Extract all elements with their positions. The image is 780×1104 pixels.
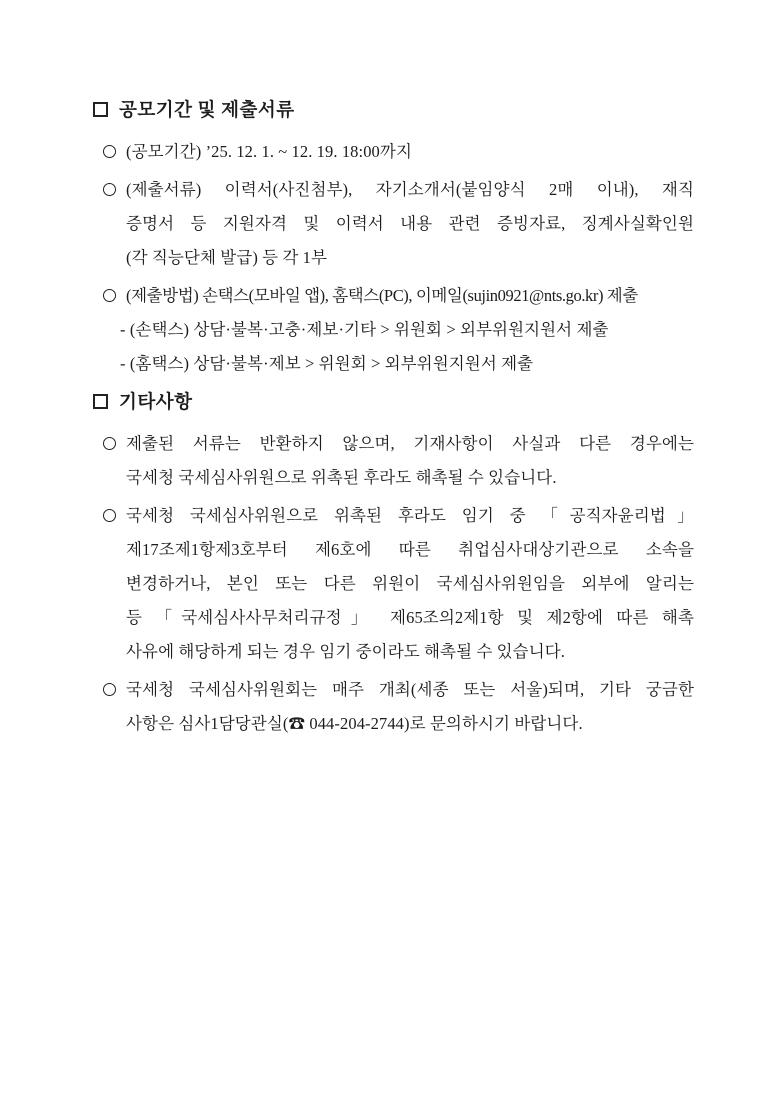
bullet-item-period	[93, 135, 694, 169]
circle-bullet-icon	[103, 183, 116, 196]
circle-bullet-icon	[103, 437, 116, 450]
text-line: 제17조제1항제3호부터 제6호에 따른 취업심사대상기관으로 소속을	[126, 540, 694, 559]
item-text	[120, 313, 694, 347]
section-heading	[93, 97, 694, 121]
bullet-item-method	[93, 279, 694, 313]
bullet-item-no-return	[93, 427, 694, 495]
circle-bullet-icon	[103, 289, 116, 302]
square-bullet-icon	[93, 394, 108, 409]
item-text	[126, 279, 694, 313]
item-text	[126, 427, 694, 495]
text-line: 국세청 국세심사위원으로 위촉된 후라도 해촉될 수 있습니다.	[126, 468, 557, 487]
text-line: 국세청 국세심사위원으로 위촉된 후라도 임기 중 「공직자윤리법」	[126, 506, 694, 525]
sub-item-sontax	[93, 313, 694, 347]
text-line: (각 직능단체 발급) 등 각 1부	[126, 248, 328, 267]
item-text	[126, 173, 694, 275]
text-line: 제출된 서류는 반환하지 않으며, 기재사항이 사실과 다른 경우에는	[126, 434, 694, 453]
item-text	[120, 347, 694, 381]
section-heading-label: 공모기간 및 제출서류	[119, 101, 295, 121]
bullet-item-documents	[93, 173, 694, 275]
text-line: - (홈택스) 상담·불복·제보 > 위원회 > 외부위원지원서 제출	[120, 354, 534, 373]
section-other-matters	[93, 389, 694, 741]
item-text	[126, 135, 694, 169]
text-line: 사유에 해당하게 되는 경우 임기 중이라도 해촉될 수 있습니다.	[126, 642, 565, 661]
text-line: (제출방법) 손택스(모바일 앱), 홈택스(PC), 이메일(sujin0921@nts.go.kr) 제출	[126, 286, 638, 305]
circle-bullet-icon	[103, 683, 116, 696]
item-text	[126, 499, 694, 669]
square-bullet-icon	[93, 102, 108, 117]
document-body	[93, 97, 694, 741]
text-line: 사항은 심사1담당관실(☎ 044-204-2744)로 문의하시기 바랍니다.	[126, 714, 583, 733]
text-line: 등 「국세심사사무처리규정」 제65조의2제1항 및 제2항에 따른 해촉	[126, 608, 694, 627]
sub-item-hometax	[93, 347, 694, 381]
bullet-item-contact	[93, 673, 694, 741]
section-heading	[93, 389, 694, 413]
text-line: - (손택스) 상담·불복·고충·제보·기타 > 위원회 > 외부위원지원서 제출	[120, 320, 609, 339]
circle-bullet-icon	[103, 509, 116, 522]
section-application-period	[93, 97, 694, 381]
text-line: (제출서류) 이력서(사진첨부), 자기소개서(붙임양식 2매 이내), 재직	[126, 180, 694, 199]
text-line: 변경하거나, 본인 또는 다른 위원이 국세심사위원임을 외부에 알리는	[126, 574, 694, 593]
bullet-item-dismissal	[93, 499, 694, 669]
text-line: 국세청 국세심사위원회는 매주 개최(세종 또는 서울)되며, 기타 궁금한	[126, 680, 694, 699]
circle-bullet-icon	[103, 145, 116, 158]
item-text	[126, 673, 694, 741]
text-line: 증명서 등 지원자격 및 이력서 내용 관련 증빙자료, 징계사실확인원	[126, 214, 694, 233]
text-line: (공모기간) ’25. 12. 1. ~ 12. 19. 18:00까지	[126, 142, 412, 161]
section-heading-label: 기타사항	[119, 393, 193, 413]
